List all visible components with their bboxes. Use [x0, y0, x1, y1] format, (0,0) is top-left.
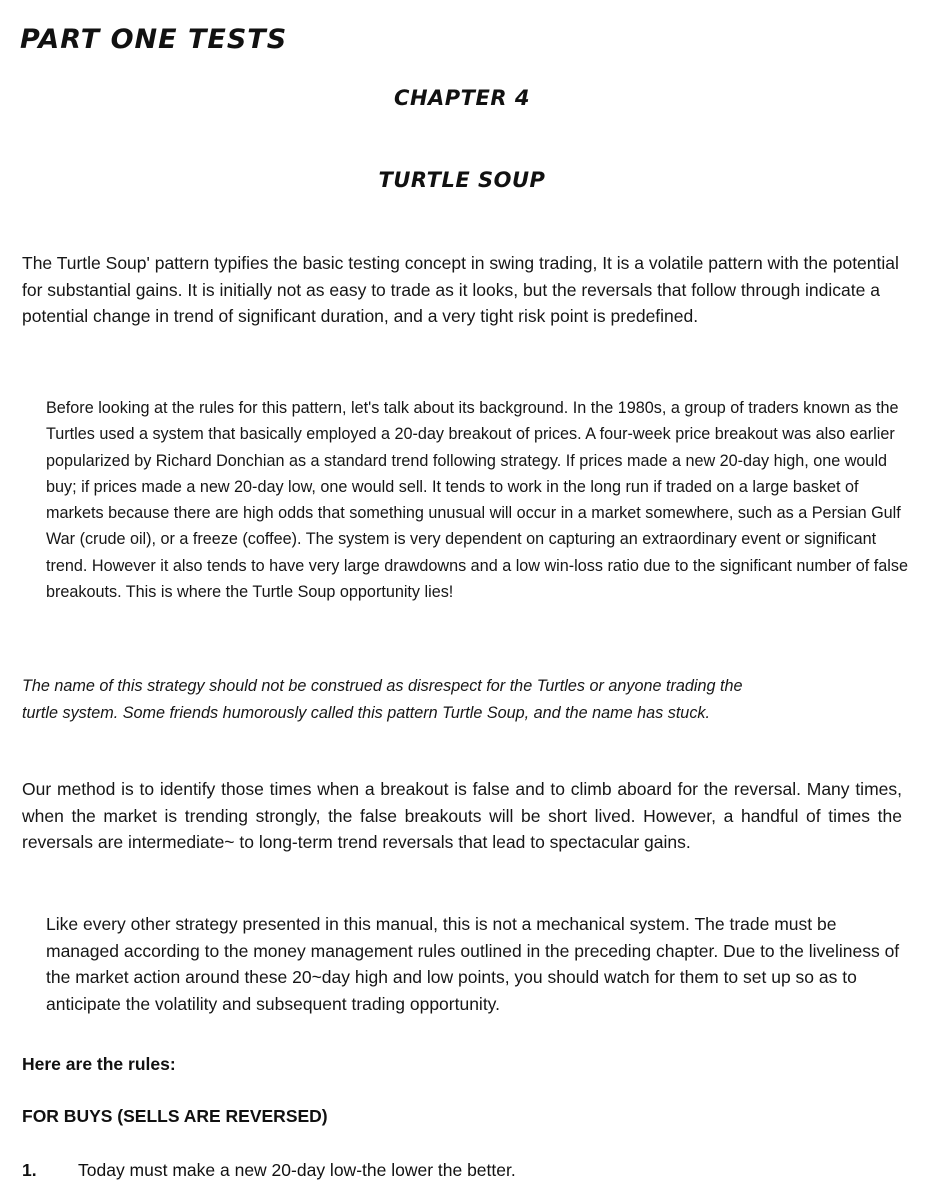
paragraph-background: Before looking at the rules for this pattern, let's talk about its background. In the 1980s, a group of traders known as the Turtles used a system that basically employed a 20-day breakout of prices. A four-week price breakout was also earlier popularized by Richard Donchian as a standard trend following strategy. If prices made a new 20-day high, one would buy; if prices made a new 20-day low, one would sell. It tends to work in the long run if traded on a large basket of markets because there are high odds that something unusual will occur in a market somewhere, such as a Persian Gulf War (crude oil), or a freeze (coffee). The system is very dependent on capturing an extraordinary event or significant trend. However it also tends to have very large drawdowns and a low win-loss ratio due to the significant number of false breakouts. This is where the Turtle Soup opportunity lies!: [46, 399, 908, 602]
rule-text: Today must make a new 20-day low-the lower the better.: [78, 1160, 516, 1180]
paragraph-method: Our method is to identify those times when a breakout is false and to climb aboard for the reversal. Many times, when the market is trending strongly, the false breakouts will be short lived. However, a handful of times the reversals are intermediate~ to long-term trend reversals that lead to spectacular gains.: [22, 779, 902, 852]
rule-item: [22, 1160, 516, 1181]
rule-number: 1.: [22, 1160, 37, 1180]
buys-heading: FOR BUYS (SELLS ARE REVERSED): [22, 1106, 328, 1126]
rules-heading: Here are the rules:: [22, 1054, 176, 1074]
paragraph-intro: The Turtle Soup' pattern typifies the basic testing concept in swing trading, It is a volatile pattern with the potential for substantial gains. It is initially not as easy to trade as it looks, but the reversals that follow through indicate a potential change in trend of significant duration, and a very tight risk point is predefined.: [22, 253, 899, 326]
part-title: PART ONE TESTS: [20, 24, 288, 55]
paragraph-management: Like every other strategy presented in this manual, this is not a mechanical system. The trade must be managed according to the money management rules outlined in the preceding chapter. Due to the liveliness of the market action around these 20~day high and low points, you should watch for them to set up so as to anticipate the volatility and subsequent trading opportunity.: [46, 914, 900, 1014]
paragraph-name-note: The name of this strategy should not be construed as disrespect for the Turtles or anyone trading the turtle system. Some friends humorously called this pattern Turtle Soup, and the name has stuck.: [22, 677, 743, 722]
chapter-title: CHAPTER 4: [394, 86, 530, 110]
section-title: TURTLE SOUP: [378, 168, 546, 192]
